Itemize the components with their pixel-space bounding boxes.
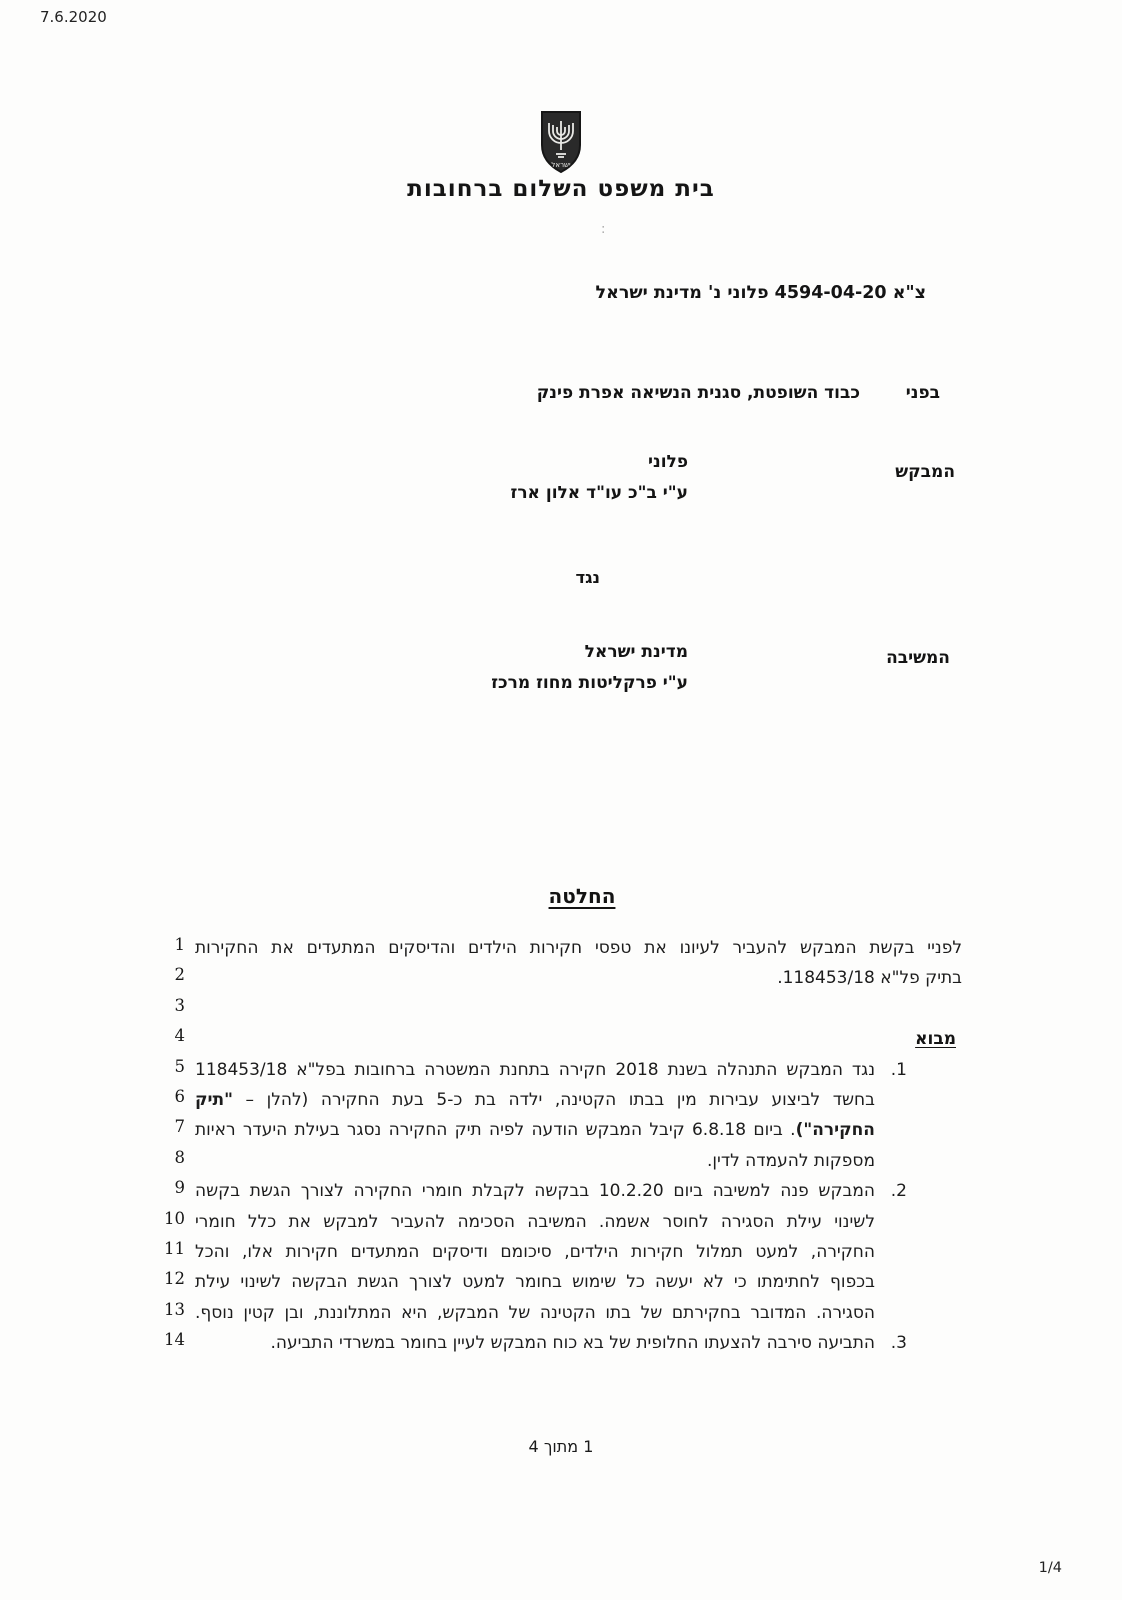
decision-body — [150, 933, 962, 1358]
decision-line-11 — [150, 1237, 962, 1267]
respondent-counsel: ע"י פרקליטות מחוז מרכז — [491, 673, 688, 693]
decision-line-1 — [150, 933, 962, 963]
applicant-counsel: ע"י ב"כ עו"ד אלון ארז — [510, 483, 688, 503]
case-number-line: צ"א 4594-04-20 פלוני נ' מדינת ישראל — [595, 283, 926, 303]
decision-line-12 — [150, 1267, 962, 1297]
paragraph-number: 1. — [890, 1059, 907, 1080]
applicant-label: המבקש — [895, 462, 955, 482]
decision-line-8 — [150, 1146, 962, 1176]
decision-title: החלטה — [548, 884, 616, 908]
decision-line-14 — [150, 1328, 962, 1358]
judge-name: כבוד השופטת, סגנית הנשיאה אפרת פינק — [536, 383, 860, 403]
decision-text: נגד המבקש התנהלה בשנת 2018 חקירה בתחנת המשטרה ברחובות בפל"א 118453/18 — [195, 1059, 875, 1080]
line-number: 9 — [174, 1178, 185, 1198]
decision-text: לשינוי עילת הסגירה לחוסר אשמה. המשיבה הסכימה להעביר למבקש את כלל חומרי — [195, 1211, 875, 1232]
line-number: 6 — [174, 1086, 185, 1106]
decision-line-9 — [150, 1176, 962, 1206]
scan-date: 7.6.2020 — [40, 8, 107, 26]
svg-text:ישראל: ישראל — [551, 161, 571, 169]
decision-line-13 — [150, 1298, 962, 1328]
court-name: בית משפט השלום ברחובות — [407, 176, 715, 202]
line-number: 7 — [174, 1117, 185, 1137]
applicant-name: פלוני — [647, 452, 688, 472]
line-number: 3 — [174, 995, 185, 1015]
decision-text: מספקות להעמדה לדין. — [707, 1150, 875, 1171]
decision-line-6 — [150, 1085, 962, 1115]
line-number: 2 — [174, 965, 185, 985]
line-number: 1 — [174, 935, 185, 954]
decision-text: בתיק פל"א 118453/18. — [777, 968, 962, 989]
section-heading: מבוא — [915, 1029, 956, 1050]
respondent-label: המשיבה — [886, 648, 950, 668]
line-number: 5 — [174, 1056, 185, 1076]
decision-line-7 — [150, 1115, 962, 1145]
versus-label: נגד — [575, 568, 600, 587]
line-number: 13 — [164, 1299, 185, 1319]
decision-line-5 — [150, 1055, 962, 1085]
paragraph-number: 2. — [890, 1181, 907, 1202]
respondent-name: מדינת ישראל — [584, 642, 688, 662]
israel-state-emblem-icon — [539, 110, 583, 178]
decision-text: לפניי בקשת המבקש להעביר לעיונו את טפסי חקירות הילדים והדיסקים המתעדים את החקירות — [195, 938, 962, 958]
line-number: 14 — [164, 1330, 185, 1350]
decision-text: הסגירה. המדובר בחקירתם של בתו הקטינה של המבקש, היא המתלוננת, ובן קטין נוסף. — [195, 1302, 875, 1323]
decision-text: המבקש פנה למשיבה ביום 10.2.20 בבקשה לקבלת חומרי החקירה לצורך הגשת בקשה — [195, 1181, 875, 1202]
line-number: 11 — [164, 1238, 185, 1258]
decision-text: החקירה, למעט תמלול חקירות הילדים, סיכומם ודיסקים המתעדים חקירות אלו, והכל — [195, 1241, 875, 1262]
decision-text: בכפוף לחתימתו כי לא יעשה כל שימוש בחומר למעט לצורך הגשת הבקשה לשינוי עילת — [195, 1272, 875, 1293]
paragraph-number: 3. — [890, 1333, 907, 1354]
decision-text: החקירה"). ביום 6.8.18 קיבל המבקש הודעה לפיה תיק החקירה נסגר בעילת היעדר ראיות — [195, 1120, 875, 1141]
decision-text: בחשד לביצוע עבירות מין בבתו הקטינה, ילדה בת כ-5 בעת החקירה (להלן – "תיק — [195, 1089, 875, 1110]
respondent-block — [491, 637, 688, 699]
corner-page-indicator: 1/4 — [1038, 1560, 1062, 1576]
scan-artifact: : — [601, 222, 606, 237]
decision-line-2 — [150, 963, 962, 993]
line-number: 12 — [164, 1269, 185, 1289]
line-number: 10 — [164, 1208, 185, 1228]
applicant-block — [511, 447, 688, 509]
decision-line-10 — [150, 1207, 962, 1237]
decision-line-3 — [150, 994, 962, 1024]
line-number: 4 — [174, 1026, 185, 1046]
page-footer: 1 מתוך 4 — [528, 1437, 594, 1456]
decision-text: התביעה סירבה להצעתו החלופית של בא כוח המבקש לעיין בחומר במשרדי התביעה. — [270, 1333, 875, 1354]
line-number: 8 — [174, 1147, 185, 1167]
decision-line-4 — [150, 1024, 962, 1054]
before-label: בפני — [905, 383, 940, 403]
